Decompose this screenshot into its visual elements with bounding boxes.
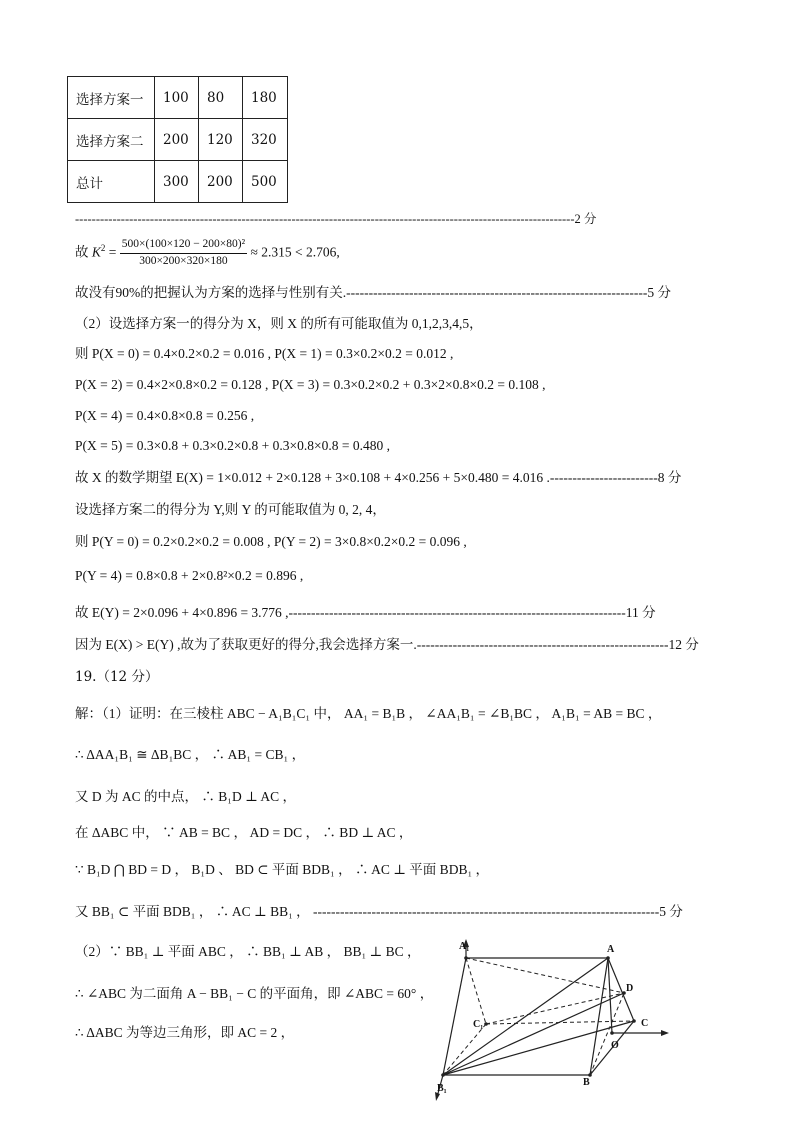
table-cell: 选择方案二: [68, 119, 155, 161]
k2-fraction: [120, 238, 247, 269]
prob-line: 则 P(X = 0) = 0.4×0.2×0.2 = 0.016 , P(X = 1) = 0.3×0.2×0.2 = 0.012 ,: [75, 346, 454, 361]
edge-b-d: [590, 993, 624, 1075]
proof-line: 又 D 为 AC 的中点， ∴ B₁D ⊥ AC ，: [75, 789, 297, 804]
table-cell: 320: [243, 119, 288, 161]
table-cell: 500: [243, 161, 288, 203]
label-c: C: [641, 1018, 649, 1029]
edge-c1-d: [486, 993, 624, 1024]
edge-b1-c: [443, 1021, 634, 1075]
edge-b1-a: [443, 958, 608, 1075]
table-row: [68, 161, 288, 203]
prob-line: P(X = 2) = 0.4×2×0.8×0.2 = 0.128 , P(X = 3) = 0.3×0.2×0.2 + 0.3×2×0.8×0.2 = 0.108 ,: [75, 377, 546, 392]
k2-result: ≈ 2.315 < 2.706,: [250, 244, 340, 260]
table-cell: 180: [243, 77, 288, 119]
table-cell: 选择方案一: [68, 77, 155, 119]
prob-line: 则 P(Y = 0) = 0.2×0.2×0.2 = 0.008 , P(Y = 2) = 3×0.8×0.2×0.2 = 0.096 ,: [75, 534, 467, 549]
table-cell: 200: [199, 161, 243, 203]
point-c1: [484, 1022, 488, 1026]
point-a: [606, 956, 610, 960]
edge-a-b: [590, 958, 608, 1075]
point-o: [610, 1031, 614, 1035]
table-cell: 80: [199, 77, 243, 119]
table-cell: 100: [155, 77, 199, 119]
k2-prefix: 故: [75, 244, 89, 260]
label-a: A: [607, 944, 615, 955]
expectation-y: 故 E(Y) = 2×0.096 + 4×0.896 = 3.776 ,---------------------------------------------------------------------------11 分: [75, 605, 656, 620]
label-b1: B₁: [437, 1083, 447, 1094]
proof-line: ∴ ΔABC 为等边三角形，即 AC = 2 ，: [75, 1025, 295, 1040]
table-row: [68, 119, 288, 161]
proof-line: 解：（1）证明：在三棱柱 ABC − A₁B₁C₁ 中， AA₁ = B₁B ， ∠AA₁B₁ = ∠B₁BC ， A₁B₁ = AB = BC ，: [75, 706, 662, 721]
proof-line: ∵ B₁D ⋂ BD = D ， B₁D 、 BD ⊂ 平面 BDB₁ ， ∴ AC ⊥ 平面 BDB₁ ，: [75, 862, 490, 877]
arrow-head: [661, 1030, 669, 1036]
proof-line: ∴ ΔAA₁B₁ ≅ ΔB₁BC ， ∴ AB₁ = CB₁ ，: [75, 747, 306, 762]
point-a1: [464, 956, 468, 960]
prob-line: P(Y = 4) = 0.8×0.8 + 2×0.8²×0.2 = 0.896 ,: [75, 568, 304, 583]
conclusion-line: 故没有90%的把握认为方案的选择与性别有关.-------------------------------------------------------------------5 分: [75, 285, 671, 300]
k2-formula: 故 $K^2$ = $\frac{\text{500×(100×120 − 200×80)²}}{300\times 200\times 320\times 180}$ ≈ 2.315 < 2.706,: [75, 238, 340, 267]
score-line: ------------------------------------------------------------------------------------------------------------------------2 分: [75, 212, 597, 226]
k2-denominator: 300×200×320×180: [139, 254, 228, 267]
label-b: B: [583, 1077, 590, 1088]
prob-line: P(X = 4) = 0.4×0.8×0.8 = 0.256 ,: [75, 408, 255, 423]
edge-a1-b1: [443, 958, 466, 1075]
label-d: D: [626, 983, 634, 994]
point-b1: [441, 1073, 445, 1077]
label-o: O: [611, 1040, 619, 1051]
contingency-table: [67, 76, 288, 203]
proof-line: 又 BB₁ ⊂ 平面 BDB₁ ， ∴ AC ⊥ BB₁ ， -----------------------------------------------------------------------------5 分: [75, 904, 683, 919]
prob-line: P(X = 5) = 0.3×0.8 + 0.3×0.2×0.8 + 0.3×0.8×0.8 = 0.480 ,: [75, 438, 391, 453]
label-c1: C₁: [473, 1019, 484, 1030]
prism-figure: [425, 925, 690, 1105]
table-cell: 120: [199, 119, 243, 161]
y-intro: 设选择方案二的得分为 Y,则 Y 的可能取值为 0, 2, 4，: [75, 502, 386, 517]
comparison-line: 因为 E(X) > E(Y) ,故为了获取更好的得分,我会选择方案一.--------------------------------------------------------12 分: [75, 637, 699, 652]
part2-intro: （2）设选择方案一的得分为 X，则 X 的所有可能取值为 0,1,2,3,4,5，: [75, 316, 483, 331]
question-heading: 19.（12 分）: [75, 669, 159, 685]
table-cell: 总计: [68, 161, 155, 203]
expectation-x: 故 X 的数学期望 E(X) = 1×0.012 + 2×0.128 + 3×0.108 + 4×0.256 + 5×0.480 = 4.016 .------------------------8 分: [75, 470, 682, 485]
proof-line: 在 ΔABC 中， ∵ AB = BC ， AD = DC ， ∴ BD ⊥ AC ，: [75, 825, 413, 840]
proof-line: （2）∵ BB₁ ⊥ 平面 ABC ， ∴ BB₁ ⊥ AB ， BB₁ ⊥ BC ，: [75, 944, 421, 959]
table-cell: 200: [155, 119, 199, 161]
k2-numerator: 500×(100×120 − 200×80)²: [120, 238, 247, 254]
point-c: [632, 1019, 636, 1023]
proof-line: ∴ ∠ABC 为二面角 A − BB₁ − C 的平面角，即 ∠ABC = 60° ，: [75, 986, 434, 1001]
table-row: [68, 77, 288, 119]
label-a1: A₁: [459, 941, 470, 952]
edge-a1-c1: [466, 958, 486, 1024]
table-cell: 300: [155, 161, 199, 203]
